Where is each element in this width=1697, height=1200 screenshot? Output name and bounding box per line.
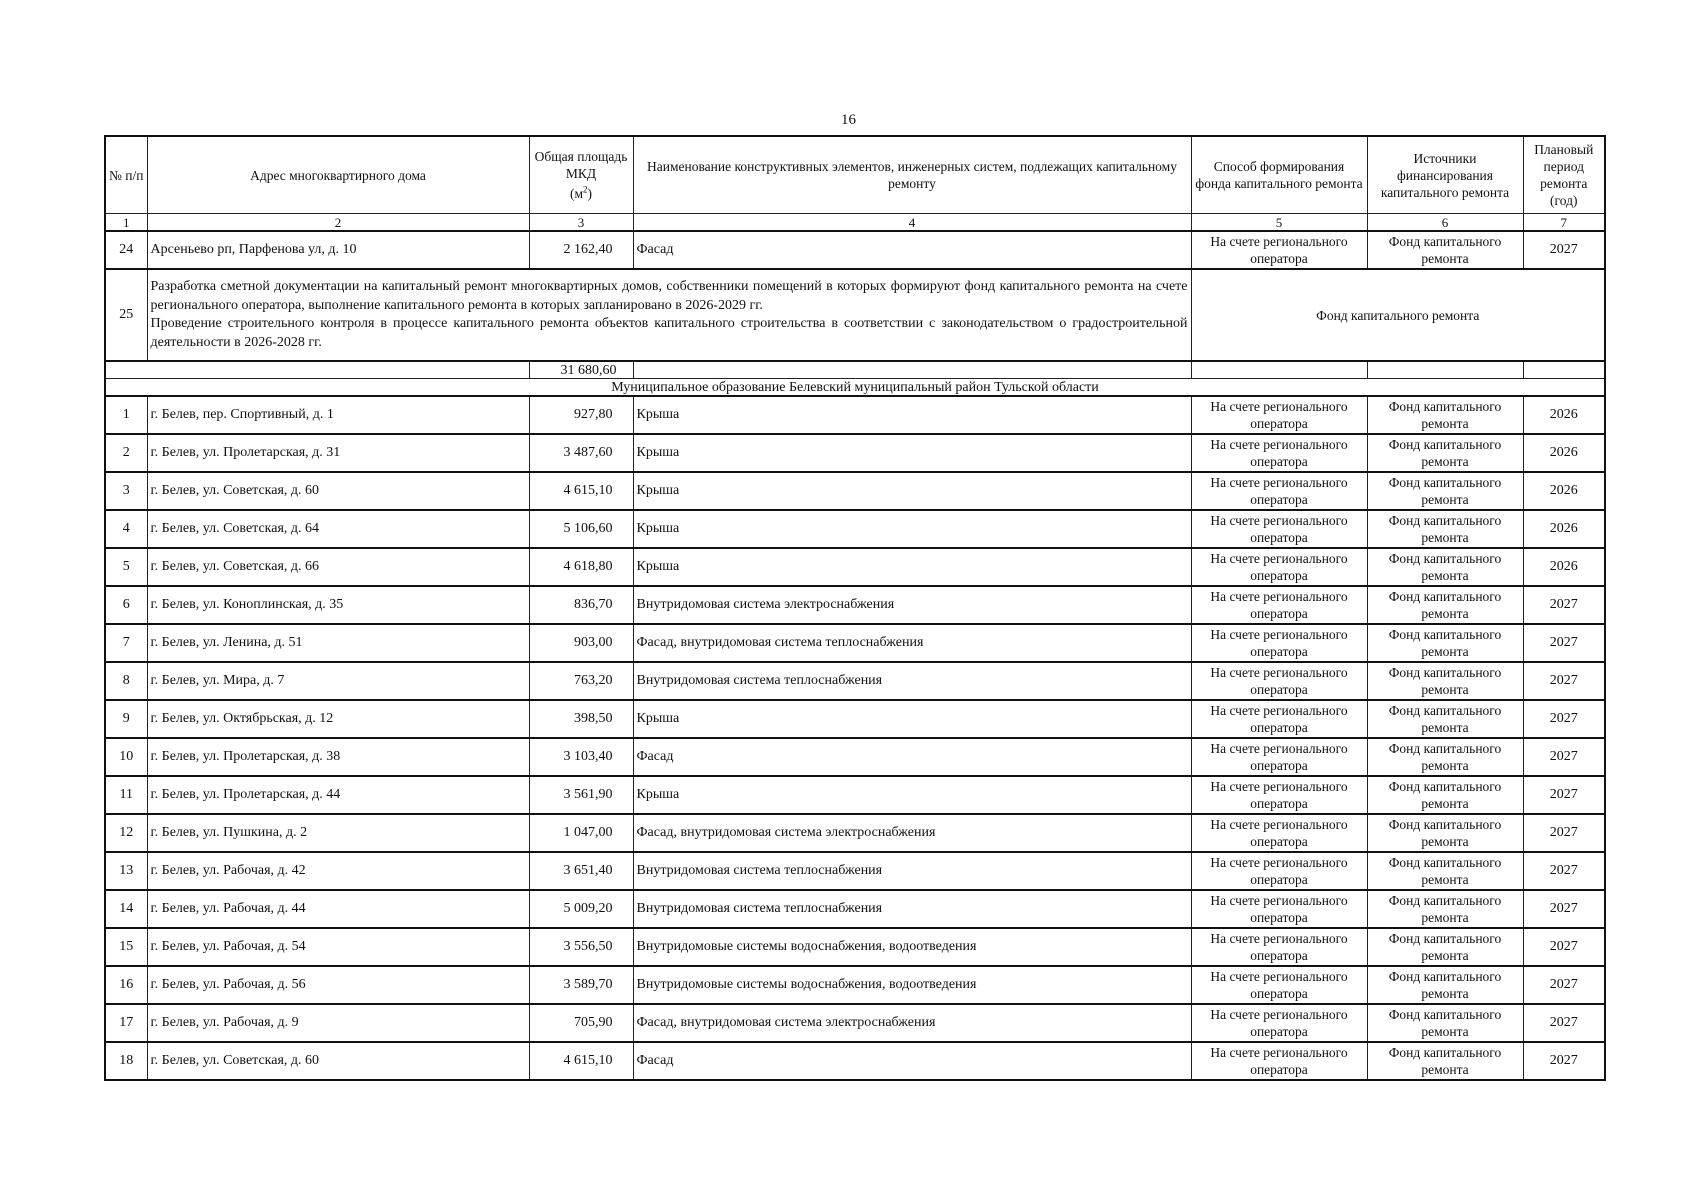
row-elements: Фасад — [633, 231, 1191, 269]
row-source: Фонд капитального ремонта — [1367, 510, 1523, 548]
row-address: г. Белев, ул. Октябрьская, д. 12 — [147, 700, 529, 738]
row-address: г. Белев, ул. Рабочая, д. 42 — [147, 852, 529, 890]
capital-repair-table-wrapper — [104, 135, 1606, 1081]
row-elements: Крыша — [633, 776, 1191, 814]
row-year: 2027 — [1523, 890, 1605, 928]
row-year: 2026 — [1523, 548, 1605, 586]
table-row — [105, 662, 1605, 700]
row-num: 16 — [105, 966, 147, 1004]
row-source: Фонд капитального ремонта — [1367, 1004, 1523, 1042]
table-row — [105, 510, 1605, 548]
row-address: г. Белев, ул. Рабочая, д. 44 — [147, 890, 529, 928]
total-area: 31 680,60 — [529, 361, 633, 379]
capital-repair-table — [104, 135, 1606, 1081]
header-num: № п/п — [105, 136, 147, 214]
row-num: 3 — [105, 472, 147, 510]
row-year: 2027 — [1523, 700, 1605, 738]
row-elements: Внутридомовые системы водоснабжения, водоотведения — [633, 928, 1191, 966]
row-num: 12 — [105, 814, 147, 852]
row-num: 2 — [105, 434, 147, 472]
row-year: 2027 — [1523, 662, 1605, 700]
row-year: 2026 — [1523, 434, 1605, 472]
row-method: На счете регионального оператора — [1191, 510, 1367, 548]
row-method: На счете регионального оператора — [1191, 586, 1367, 624]
row-elements: Внутридомовая система теплоснабжения — [633, 890, 1191, 928]
row-num: 8 — [105, 662, 147, 700]
row-source: Фонд капитального ремонта — [1367, 434, 1523, 472]
row-address: г. Белев, ул. Советская, д. 60 — [147, 1042, 529, 1080]
row-year: 2027 — [1523, 814, 1605, 852]
row-year: 2027 — [1523, 776, 1605, 814]
row-year: 2027 — [1523, 966, 1605, 1004]
header-address: Адрес многоквартирного дома — [147, 136, 529, 214]
row-year: 2027 — [1523, 231, 1605, 269]
row-year: 2026 — [1523, 472, 1605, 510]
row-num: 24 — [105, 231, 147, 269]
row-area: 3 589,70 — [529, 966, 633, 1004]
header-area-unit: $(м^2)$ — [569, 184, 593, 202]
row-method: На счете регионального оператора — [1191, 548, 1367, 586]
row-method: На счете регионального оператора — [1191, 624, 1367, 662]
row-address: г. Белев, ул. Пролетарская, д. 38 — [147, 738, 529, 776]
row-area: 4 618,80 — [529, 548, 633, 586]
row-elements: Крыша — [633, 700, 1191, 738]
row-elements: Фасад, внутридомовая система теплоснабжения — [633, 624, 1191, 662]
row-method: На счете регионального оператора — [1191, 966, 1367, 1004]
row-elements: Внутридомовые системы водоснабжения, водоотведения — [633, 966, 1191, 1004]
row-area: 903,00 — [529, 624, 633, 662]
row-elements: Крыша — [633, 510, 1191, 548]
row-source: Фонд капитального ремонта — [1367, 472, 1523, 510]
row-elements: Крыша — [633, 472, 1191, 510]
total-row — [105, 361, 1605, 379]
row-area: 1 047,00 — [529, 814, 633, 852]
total-empty-cell — [1367, 361, 1523, 379]
row-elements: Фасад, внутридомовая система электроснабжения — [633, 814, 1191, 852]
row-area: 5 106,60 — [529, 510, 633, 548]
row-source: Фонд капитального ремонта — [1367, 700, 1523, 738]
table-row — [105, 472, 1605, 510]
table-row — [105, 624, 1605, 662]
row-area: 763,20 — [529, 662, 633, 700]
row-year: 2027 — [1523, 1042, 1605, 1080]
table-row — [105, 231, 1605, 269]
row-source: Фонд капитального ремонта — [1367, 662, 1523, 700]
total-empty-cell — [633, 361, 1191, 379]
header-area-label: Общая площадь МКД — [534, 148, 628, 181]
header-period: Плановый период ремонта (год) — [1523, 136, 1605, 214]
row-num: 13 — [105, 852, 147, 890]
row-elements: Фасад — [633, 1042, 1191, 1080]
row-num: 5 — [105, 548, 147, 586]
row-address: г. Белев, ул. Рабочая, д. 54 — [147, 928, 529, 966]
column-number: 2 — [147, 214, 529, 232]
header-elements: Наименование конструктивных элементов, инженерных систем, подлежащих капитальному ремонту — [633, 136, 1191, 214]
table-row — [105, 548, 1605, 586]
table-row — [105, 814, 1605, 852]
table-row — [105, 434, 1605, 472]
row-elements: Крыша — [633, 434, 1191, 472]
row-elements: Крыша — [633, 548, 1191, 586]
municipality-row — [105, 379, 1605, 397]
row-source: Фонд капитального ремонта — [1367, 738, 1523, 776]
row-source: Фонд капитального ремонта — [1367, 231, 1523, 269]
table-row — [105, 396, 1605, 434]
row-address: г. Белев, ул. Пролетарская, д. 31 — [147, 434, 529, 472]
row-area: 4 615,10 — [529, 472, 633, 510]
row-source: Фонд капитального ремонта — [1367, 1042, 1523, 1080]
row-num: 25 — [105, 269, 147, 361]
row-method: На счете регионального оператора — [1191, 890, 1367, 928]
row-method: На счете регионального оператора — [1191, 231, 1367, 269]
row-address: г. Белев, пер. Спортивный, д. 1 — [147, 396, 529, 434]
row-num: 1 — [105, 396, 147, 434]
row-area: 5 009,20 — [529, 890, 633, 928]
row-description — [147, 269, 1191, 361]
row-area: 836,70 — [529, 586, 633, 624]
row-method: На счете регионального оператора — [1191, 738, 1367, 776]
row-method: На счете регионального оператора — [1191, 662, 1367, 700]
row-address: г. Белев, ул. Пушкина, д. 2 — [147, 814, 529, 852]
header-area — [529, 136, 633, 214]
row-area: 3 561,90 — [529, 776, 633, 814]
column-number-row — [105, 214, 1605, 232]
row-elements: Внутридомовая система электроснабжения — [633, 586, 1191, 624]
row-elements: Внутридомовая система теплоснабжения — [633, 852, 1191, 890]
table-row — [105, 1004, 1605, 1042]
row-elements: Крыша — [633, 396, 1191, 434]
table-row — [105, 586, 1605, 624]
row-year: 2027 — [1523, 738, 1605, 776]
row-address: г. Белев, ул. Советская, д. 60 — [147, 472, 529, 510]
row-source: Фонд капитального ремонта — [1367, 966, 1523, 1004]
row-source: Фонд капитального ремонта — [1367, 396, 1523, 434]
row-source: Фонд капитального ремонта — [1367, 852, 1523, 890]
row-num: 11 — [105, 776, 147, 814]
row-year: 2027 — [1523, 1004, 1605, 1042]
row-address: г. Белев, ул. Рабочая, д. 56 — [147, 966, 529, 1004]
row-area: 398,50 — [529, 700, 633, 738]
row-method: На счете регионального оператора — [1191, 434, 1367, 472]
row-year: 2026 — [1523, 510, 1605, 548]
column-number: 6 — [1367, 214, 1523, 232]
table-row — [105, 890, 1605, 928]
row-address: Арсеньево рп, Парфенова ул, д. 10 — [147, 231, 529, 269]
table-row — [105, 1042, 1605, 1080]
row-source: Фонд капитального ремонта — [1367, 624, 1523, 662]
row-address: г. Белев, ул. Советская, д. 64 — [147, 510, 529, 548]
row-num: 6 — [105, 586, 147, 624]
total-empty-cell — [1191, 361, 1367, 379]
row-elements: Фасад, внутридомовая система электроснабжения — [633, 1004, 1191, 1042]
column-number: 1 — [105, 214, 147, 232]
column-number: 7 — [1523, 214, 1605, 232]
row-area: 2 162,40 — [529, 231, 633, 269]
row-source: Фонд капитального ремонта — [1367, 928, 1523, 966]
table-row — [105, 852, 1605, 890]
row-elements: Фасад — [633, 738, 1191, 776]
row-area: 4 615,10 — [529, 1042, 633, 1080]
row-address: г. Белев, ул. Пролетарская, д. 44 — [147, 776, 529, 814]
row-num: 7 — [105, 624, 147, 662]
row-area: 3 556,50 — [529, 928, 633, 966]
row-source: Фонд капитального ремонта — [1367, 776, 1523, 814]
row-source: Фонд капитального ремонта — [1367, 814, 1523, 852]
row-method: На счете регионального оператора — [1191, 776, 1367, 814]
row-method: На счете регионального оператора — [1191, 852, 1367, 890]
row-method: На счете регионального оператора — [1191, 700, 1367, 738]
table-row — [105, 700, 1605, 738]
row-address: г. Белев, ул. Рабочая, д. 9 — [147, 1004, 529, 1042]
table-row — [105, 928, 1605, 966]
row-num: 14 — [105, 890, 147, 928]
row-num: 15 — [105, 928, 147, 966]
row-num: 4 — [105, 510, 147, 548]
row-year: 2027 — [1523, 586, 1605, 624]
page-number: 16 — [841, 112, 856, 128]
row-method: На счете регионального оператора — [1191, 1042, 1367, 1080]
row-method: На счете регионального оператора — [1191, 472, 1367, 510]
table-row — [105, 966, 1605, 1004]
row-num: 9 — [105, 700, 147, 738]
column-number: 3 — [529, 214, 633, 232]
row-source: Фонд капитального ремонта — [1367, 548, 1523, 586]
table-row — [105, 738, 1605, 776]
row-area: 3 103,40 — [529, 738, 633, 776]
column-number: 5 — [1191, 214, 1367, 232]
total-label-cell — [105, 361, 529, 379]
total-empty-cell — [1523, 361, 1605, 379]
row-source: Фонд капитального ремонта — [1367, 890, 1523, 928]
row-method: На счете регионального оператора — [1191, 928, 1367, 966]
row-elements: Внутридомовая система теплоснабжения — [633, 662, 1191, 700]
header-source: Источники финансирования капитального ремонта — [1367, 136, 1523, 214]
row-source: Фонд капитального ремонта — [1191, 269, 1605, 361]
row-address: г. Белев, ул. Мира, д. 7 — [147, 662, 529, 700]
row-num: 17 — [105, 1004, 147, 1042]
row-description-text-1: Разработка сметной документации на капитальный ремонт многоквартирных домов, собственники помещений в которых формируют фонд капитального ремонта на счете регионального оператора, выполнение капитального ремонта в которых запланировано в 2026-2029 гг. — [150, 279, 1188, 313]
municipality-title: Муниципальное образование Белевский муниципальный район Тульской области — [105, 379, 1605, 397]
row-num: 10 — [105, 738, 147, 776]
row-address: г. Белев, ул. Советская, д. 66 — [147, 548, 529, 586]
row-address: г. Белев, ул. Коноплинская, д. 35 — [147, 586, 529, 624]
row-method: На счете регионального оператора — [1191, 396, 1367, 434]
row-description-text-2: Проведение строительного контроля в процессе капитального ремонта объектов капитального строительства в соответствии с законодательством о градостроительной деятельности в 2026-2028 гг. — [150, 316, 1188, 350]
table-row — [105, 776, 1605, 814]
row-method: На счете регионального оператора — [1191, 1004, 1367, 1042]
row-year: 2027 — [1523, 928, 1605, 966]
row-area: 3 651,40 — [529, 852, 633, 890]
row-method: На счете регионального оператора — [1191, 814, 1367, 852]
row-year: 2027 — [1523, 852, 1605, 890]
header-method: Способ формирования фонда капитального ремонта — [1191, 136, 1367, 214]
row-area: 705,90 — [529, 1004, 633, 1042]
header-row — [105, 136, 1605, 214]
row-year: 2026 — [1523, 396, 1605, 434]
row-area: 927,80 — [529, 396, 633, 434]
row-address: г. Белев, ул. Ленина, д. 51 — [147, 624, 529, 662]
row-area: 3 487,60 — [529, 434, 633, 472]
row-year: 2027 — [1523, 624, 1605, 662]
row-source: Фонд капитального ремонта — [1367, 586, 1523, 624]
table-row-design-and-control — [105, 269, 1605, 361]
row-num: 18 — [105, 1042, 147, 1080]
column-number: 4 — [633, 214, 1191, 232]
